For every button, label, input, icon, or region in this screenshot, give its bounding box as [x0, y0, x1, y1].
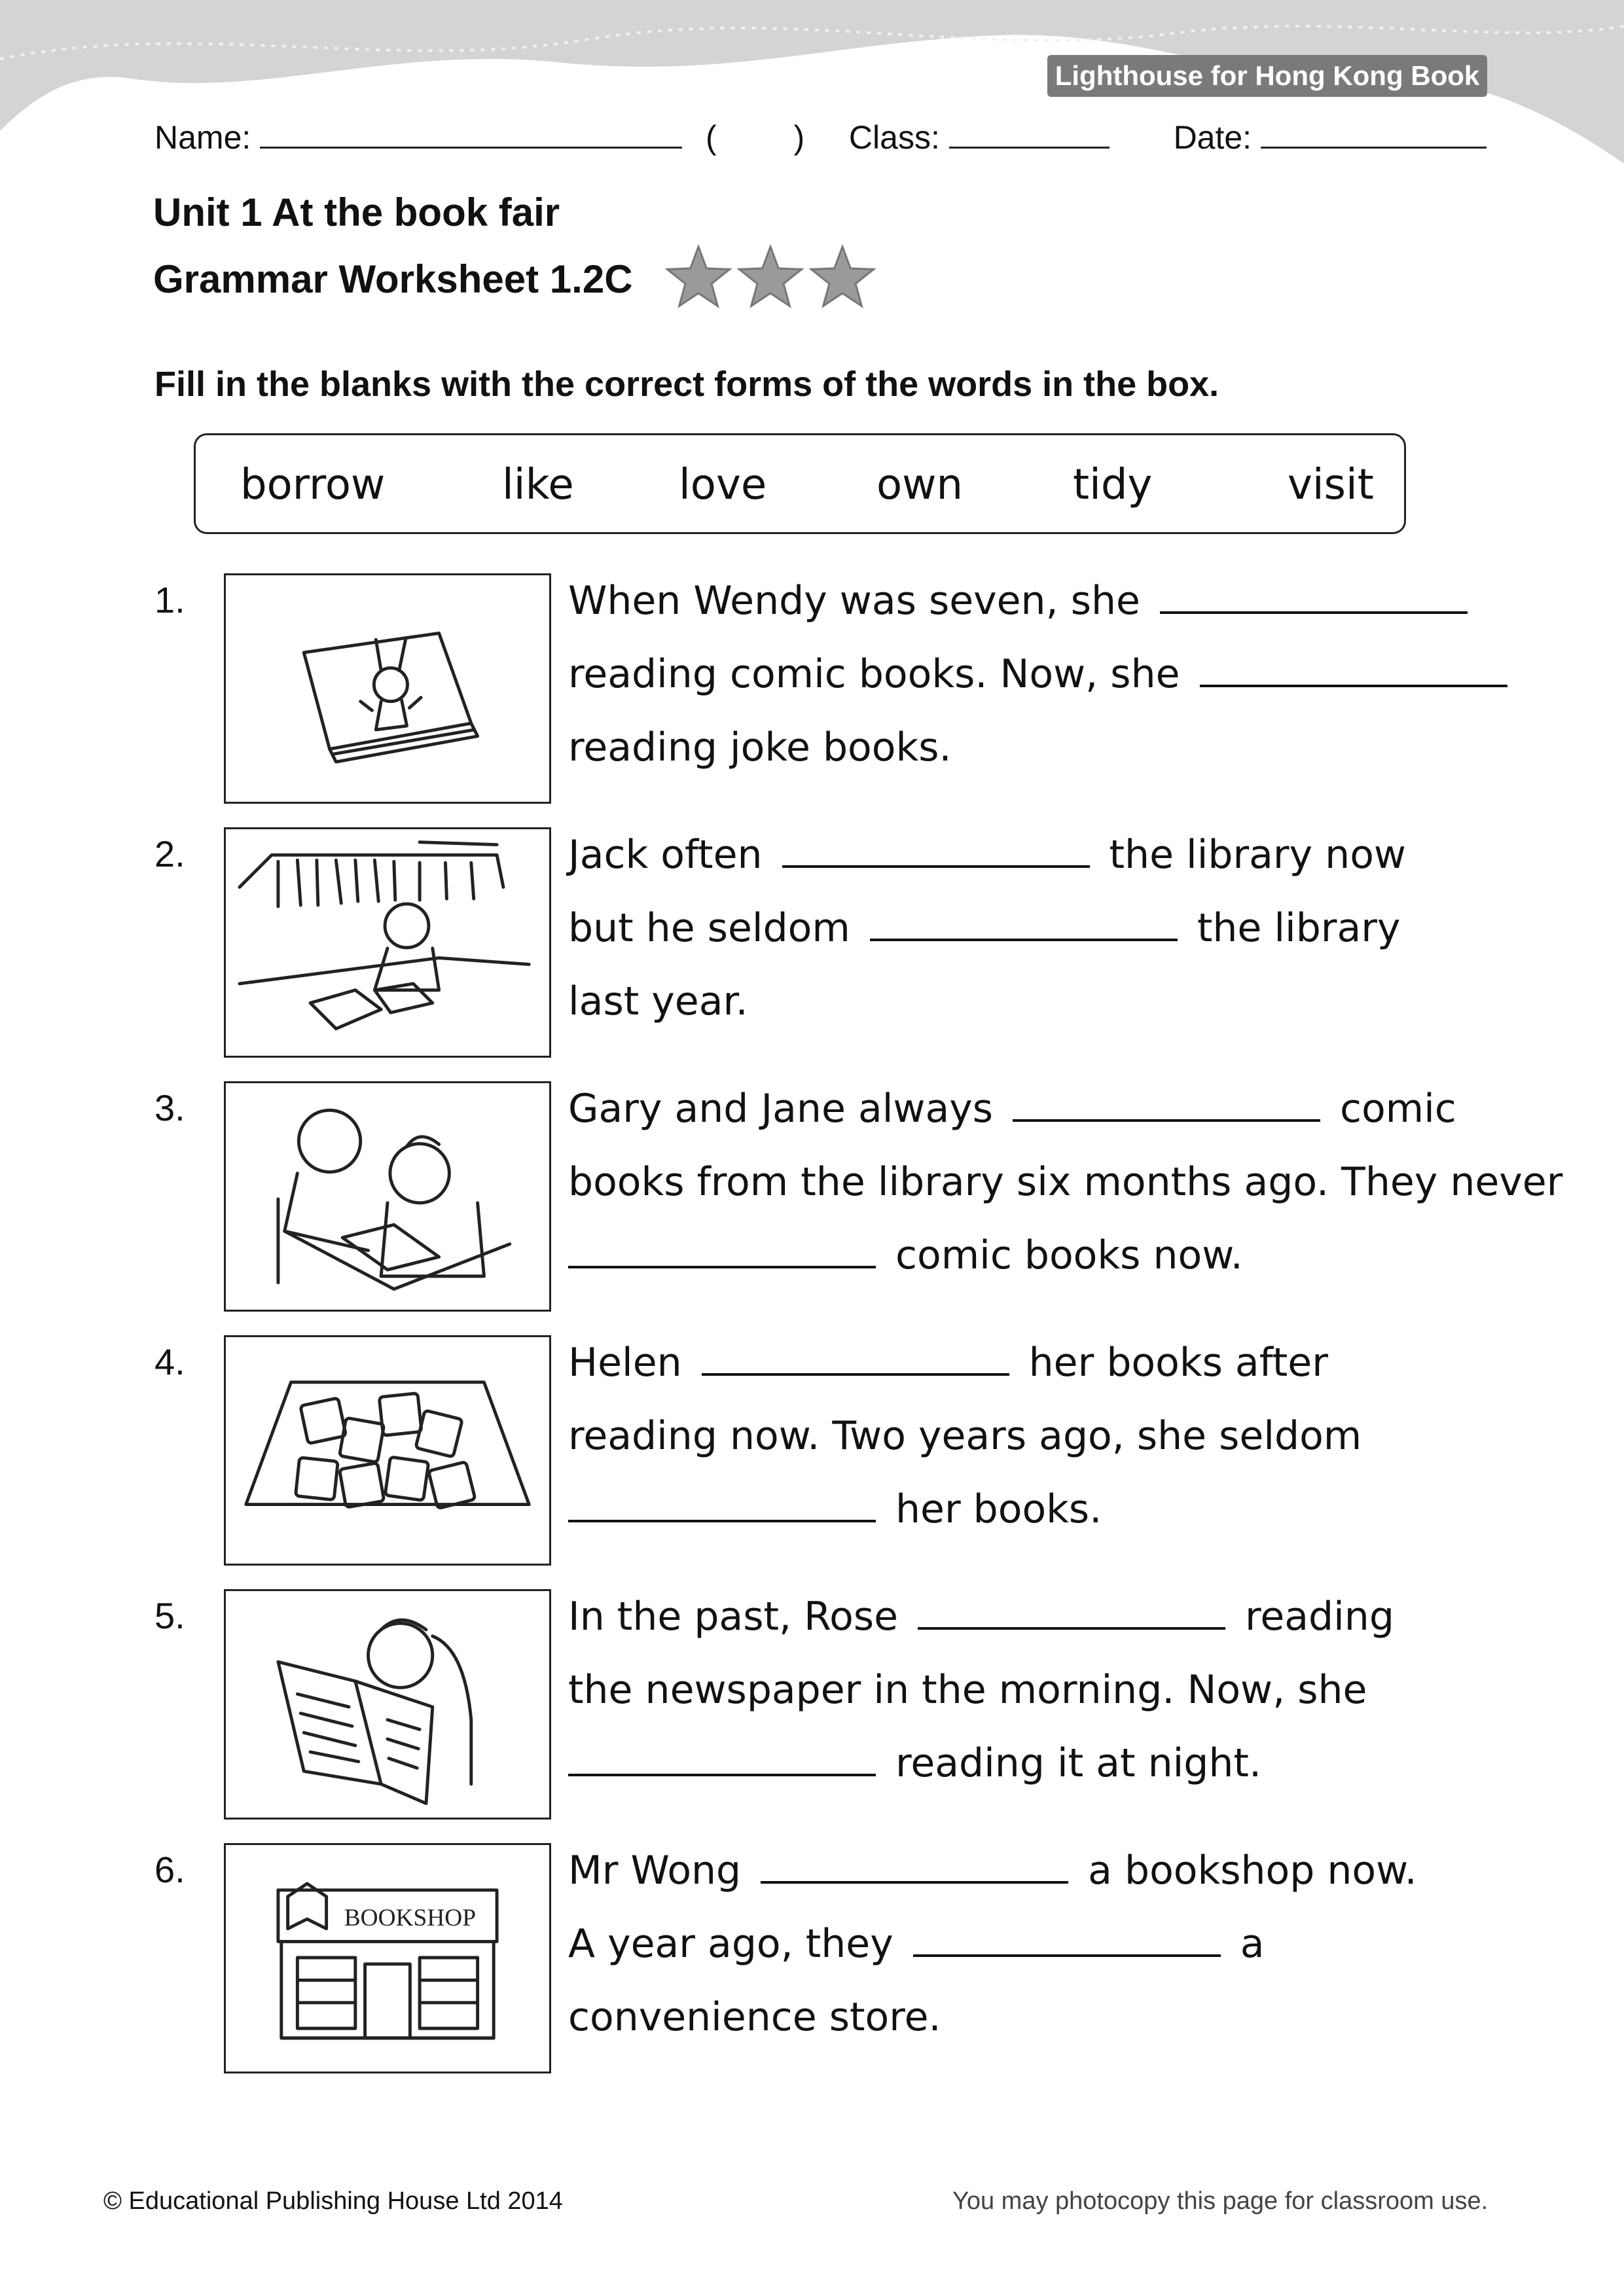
- question-text: reading: [1245, 1594, 1394, 1640]
- question-line: [568, 1229, 1243, 1282]
- class-label: Class:: [848, 119, 940, 156]
- question-text: reading comic books. Now, she: [568, 651, 1180, 697]
- question-text: reading now. Two years ago, she seldom: [568, 1413, 1362, 1459]
- word-box: [194, 433, 1406, 534]
- question-line: [568, 1083, 1456, 1135]
- question-text: her books after: [1028, 1340, 1328, 1386]
- instruction: Fill in the blanks with the correct forms of the words in the box.: [154, 365, 1219, 404]
- question-text: Gary and Jane always: [568, 1086, 993, 1132]
- question-text: the newspaper in the morning. Now, she: [568, 1667, 1367, 1713]
- question-text: comic: [1339, 1086, 1456, 1132]
- question-number: 4.: [154, 1341, 185, 1382]
- question-text: comic books now.: [895, 1232, 1243, 1278]
- copyright: [103, 2185, 563, 2217]
- star-icon: [739, 247, 801, 306]
- question-line: [568, 902, 1400, 954]
- question-text: the library now: [1109, 832, 1406, 878]
- photocopy-note: You may photocopy this page for classroom use.: [952, 2187, 1489, 2215]
- answer-blank[interactable]: [918, 1590, 1225, 1630]
- question-line: [568, 829, 1406, 881]
- question-line: [568, 1737, 1261, 1789]
- illustration: [226, 829, 549, 1056]
- question-number: 3.: [154, 1087, 185, 1128]
- question-text: last year.: [568, 978, 748, 1024]
- question-text: Mr Wong: [568, 1848, 742, 1893]
- illustration: [226, 1083, 549, 1310]
- picture-books-on-table: [224, 1335, 551, 1566]
- question-text: but he seldom: [568, 905, 850, 951]
- name-field[interactable]: [260, 118, 682, 149]
- answer-blank[interactable]: [568, 1483, 876, 1522]
- star-icon: [667, 247, 729, 306]
- series-badge: Lighthouse for Hong Kong Book 6: [1047, 55, 1487, 97]
- copyright-text: © Educational Publishing House Ltd 2014: [103, 2187, 563, 2215]
- answer-blank[interactable]: [702, 1336, 1009, 1376]
- answer-blank[interactable]: [870, 902, 1178, 941]
- name-row: [154, 118, 1487, 157]
- question-number: 2.: [154, 833, 185, 874]
- class-field[interactable]: [949, 118, 1110, 149]
- question-text: Jack often: [568, 832, 763, 878]
- question-number: 5.: [154, 1595, 185, 1636]
- illustration: [226, 1337, 549, 1564]
- word-box-item: own: [876, 461, 964, 509]
- date-label: Date:: [1173, 119, 1252, 156]
- worksheet-title: Grammar Worksheet 1.2C: [153, 257, 633, 301]
- answer-blank[interactable]: [913, 1918, 1221, 1957]
- question-text: reading it at night.: [895, 1740, 1262, 1786]
- answer-blank[interactable]: [568, 1737, 876, 1776]
- illustration: [226, 1845, 549, 2072]
- bookshop-sign: BOOKSHOP: [344, 1904, 477, 1931]
- word-box-item: like: [502, 461, 574, 509]
- question-text: books from the library six months ago. They never: [568, 1159, 1563, 1205]
- question-line: [568, 1590, 1394, 1643]
- word-box-item: borrow: [240, 461, 386, 509]
- question-line: [568, 1483, 1102, 1535]
- question-text: reading joke books.: [568, 725, 952, 770]
- question-text: her books.: [895, 1486, 1102, 1532]
- question-line: [568, 1410, 1362, 1462]
- question-line: [568, 575, 1487, 627]
- question-line: [568, 975, 748, 1028]
- difficulty-stars: [662, 243, 885, 315]
- question-line: [568, 648, 1527, 700]
- picture-library-reading: [224, 827, 551, 1058]
- answer-blank[interactable]: [1200, 648, 1507, 687]
- star-icon: [811, 247, 873, 306]
- answer-blank[interactable]: [761, 1844, 1068, 1884]
- question-text: A year ago, they: [568, 1921, 893, 1967]
- word-box-item: visit: [1288, 461, 1374, 509]
- question-text: When Wendy was seven, she: [568, 578, 1140, 624]
- word-box-item: tidy: [1073, 461, 1153, 509]
- name-label: Name:: [154, 119, 251, 156]
- picture-kids-reading-comic: [224, 1081, 551, 1312]
- date-field[interactable]: [1261, 118, 1487, 149]
- unit-title: Unit 1 At the book fair: [153, 190, 560, 234]
- illustration: [226, 1591, 549, 1818]
- question-line: [568, 1918, 1265, 1970]
- picture-reading-newspaper: [224, 1589, 551, 1820]
- question-text: a bookshop now.: [1088, 1848, 1417, 1893]
- answer-blank[interactable]: [568, 1229, 876, 1268]
- answer-blank[interactable]: [1160, 575, 1468, 614]
- class-number-paren-open: (: [705, 119, 717, 156]
- question-line: [568, 1991, 941, 2043]
- question-line: [568, 721, 952, 774]
- illustration: [226, 575, 549, 802]
- picture-picture-book: [224, 573, 551, 804]
- question-text: convenience store.: [568, 1994, 941, 2040]
- answer-blank[interactable]: [1013, 1083, 1320, 1122]
- answer-blank[interactable]: [782, 829, 1090, 868]
- question-text: a: [1240, 1921, 1265, 1967]
- question-line: [568, 1156, 1562, 1208]
- picture-bookshop: [224, 1843, 551, 2073]
- question-text: the library: [1197, 905, 1401, 951]
- question-text: In the past, Rose: [568, 1594, 898, 1640]
- question-line: [568, 1844, 1417, 1897]
- question-line: [568, 1664, 1367, 1716]
- question-number: 1.: [154, 579, 185, 620]
- word-box-item: love: [679, 461, 767, 509]
- question-text: Helen: [568, 1340, 682, 1386]
- class-number-paren-close: ): [793, 119, 805, 156]
- question-number: 6.: [154, 1849, 185, 1890]
- question-line: [568, 1336, 1328, 1389]
